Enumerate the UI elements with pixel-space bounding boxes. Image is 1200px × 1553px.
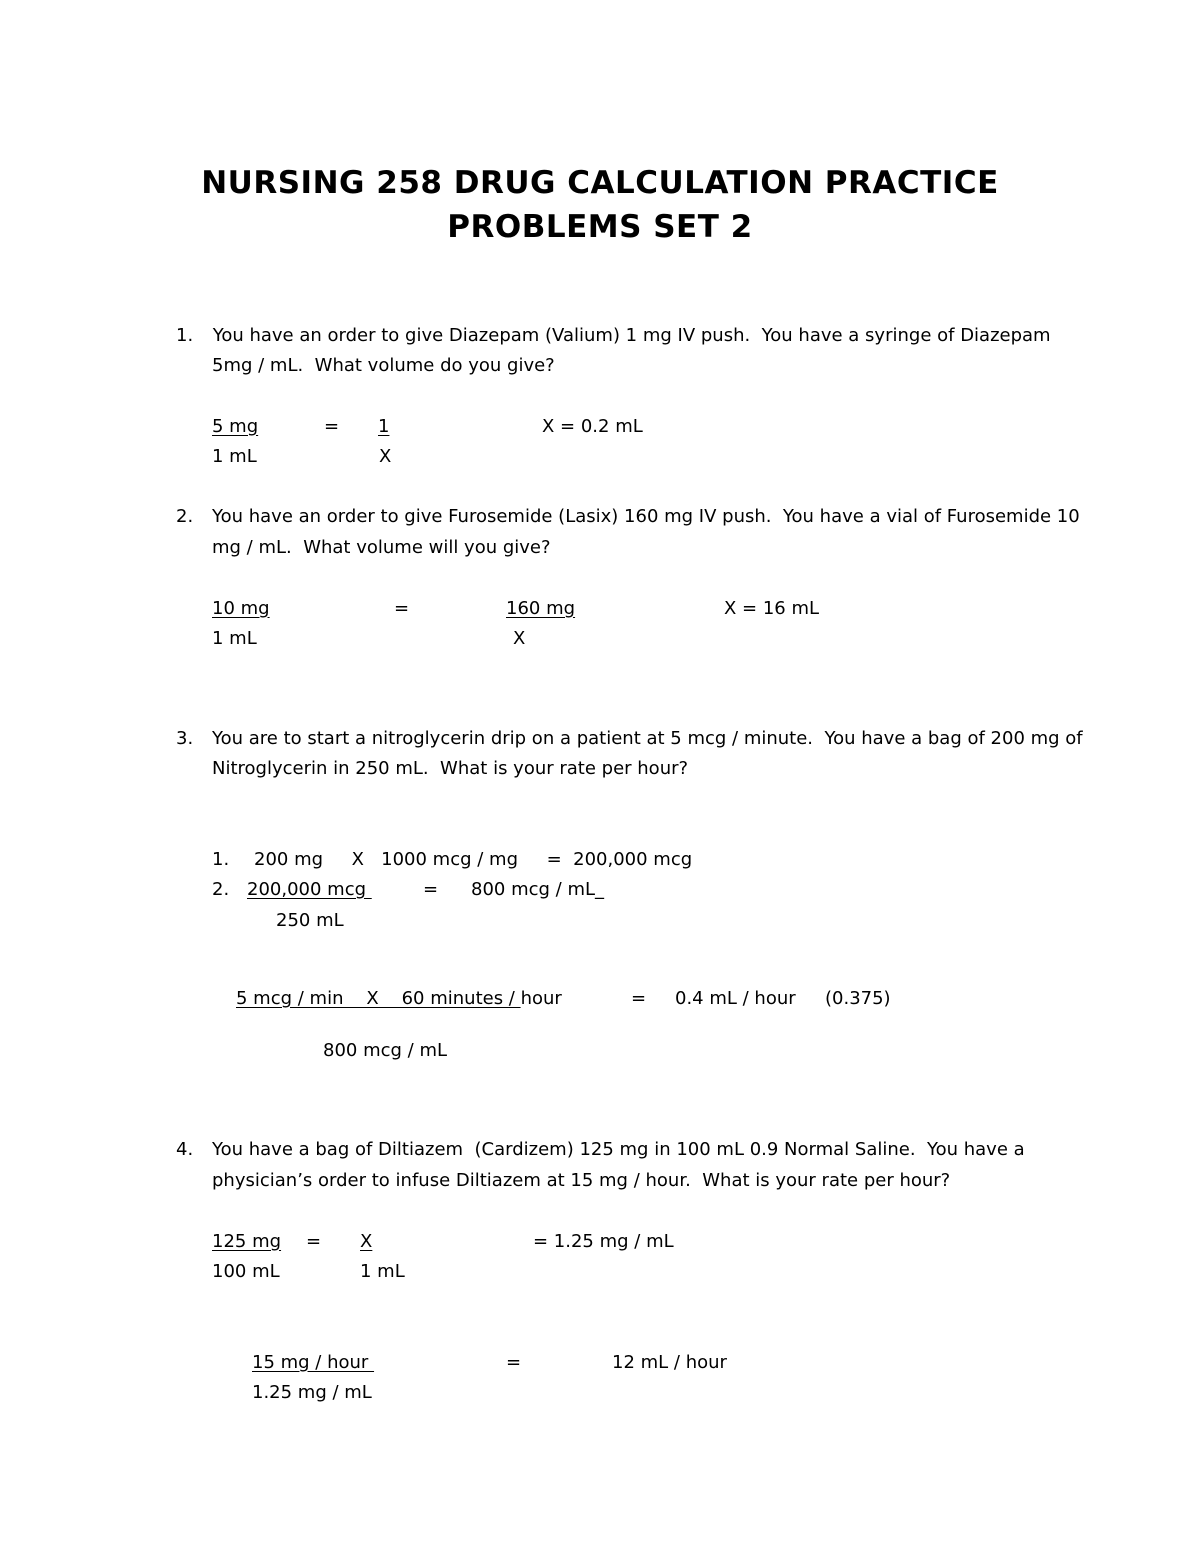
- fraction-left-numerator: 10 mg: [212, 598, 270, 619]
- problem-text-line-2: mg / mL. What volume will you give?: [212, 537, 551, 558]
- problem-text-line-1: You are to start a nitroglycerin drip on a patient at 5 mcg / minute. You have a bag of 200 mg of: [212, 728, 1083, 749]
- fraction-right-denominator: X: [379, 446, 392, 467]
- document-title-line-1: NURSING 258 DRUG CALCULATION PRACTICE: [201, 165, 999, 201]
- fraction-right-denominator: 1 mL: [360, 1261, 405, 1282]
- problem-text-line-2: physician’s order to infuse Diltiazem at 15 mg / hour. What is your rate per hour?: [212, 1170, 951, 1191]
- fraction-left-denominator: 100 mL: [212, 1261, 280, 1282]
- answer-note: (0.375): [825, 988, 891, 1009]
- final-numerator-rest: hour: [520, 988, 562, 1009]
- fraction-right-numerator: 160 mg: [506, 598, 576, 619]
- equals-sign: =: [394, 598, 410, 619]
- problem-number: 2.: [176, 506, 194, 527]
- answer: 12 mL / hour: [612, 1352, 727, 1373]
- answer: = 1.25 mg / mL: [533, 1231, 674, 1252]
- fraction-left-denominator: 1 mL: [212, 446, 257, 467]
- final-numerator-underlined: 5 mcg / min X 60 minutes /: [236, 988, 521, 1009]
- problem-number: 4.: [176, 1139, 194, 1160]
- step-numerator: 200,000 mcg: [247, 879, 372, 900]
- final-numerator: 15 mg / hour: [252, 1352, 375, 1373]
- fraction-right-denominator: X: [513, 628, 526, 649]
- equals-sign: =: [631, 988, 647, 1009]
- fraction-left-denominator: 1 mL: [212, 628, 257, 649]
- problem-text-line-1: You have a bag of Diltiazem (Cardizem) 125 mg in 100 mL 0.9 Normal Saline. You have a: [212, 1139, 1025, 1160]
- fraction-left-numerator: 125 mg: [212, 1231, 282, 1252]
- final-numerator: [236, 988, 562, 1010]
- problem-text-line-1: You have an order to give Diazepam (Valium) 1 mg IV push. You have a syringe of Diazepam: [207, 325, 1051, 346]
- equals-sign: =: [306, 1231, 322, 1252]
- step-number: 1.: [212, 849, 230, 870]
- step-result: 800 mcg / mL_: [471, 879, 605, 900]
- step-number: 2.: [212, 879, 230, 900]
- answer: X = 0.2 mL: [542, 416, 643, 437]
- answer: X = 16 mL: [724, 598, 820, 619]
- fraction-left-numerator: 5 mg: [212, 416, 259, 437]
- equals-sign: =: [423, 879, 439, 900]
- problem-number: 1.: [176, 325, 194, 346]
- answer: 0.4 mL / hour: [675, 988, 796, 1009]
- problem-text-line-2: Nitroglycerin in 250 mL. What is your rate per hour?: [212, 758, 689, 779]
- step-text: 200 mg X 1000 mcg / mg = 200,000 mcg: [254, 849, 693, 870]
- fraction-right-numerator: 1: [378, 416, 390, 437]
- step-denominator: 250 mL: [276, 910, 344, 931]
- final-denominator: 1.25 mg / mL: [252, 1382, 372, 1403]
- problem-text-line-1: You have an order to give Furosemide (Lasix) 160 mg IV push. You have a vial of Furosemide 10: [212, 506, 1080, 527]
- document-title-line-2: PROBLEMS SET 2: [447, 209, 753, 245]
- fraction-right-numerator: X: [360, 1231, 373, 1252]
- equals-sign: =: [324, 416, 340, 437]
- equals-sign: =: [506, 1352, 522, 1373]
- problem-number: 3.: [176, 728, 194, 749]
- final-denominator: 800 mcg / mL: [323, 1040, 448, 1061]
- problem-text-line-2: 5mg / mL. What volume do you give?: [212, 355, 555, 376]
